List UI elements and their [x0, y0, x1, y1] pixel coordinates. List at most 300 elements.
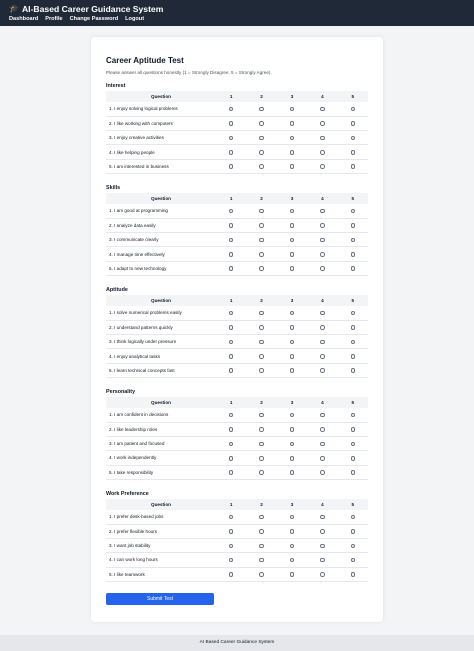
- radio-cell: [246, 335, 276, 349]
- question-table: [106, 193, 368, 276]
- rating-radio[interactable]: [320, 368, 325, 373]
- radio-cell: [338, 553, 368, 567]
- radio-cell: [307, 306, 337, 320]
- rating-radio[interactable]: [229, 558, 234, 563]
- radio-cell: [307, 159, 337, 173]
- radio-cell: [307, 465, 337, 479]
- rating-radio[interactable]: [290, 529, 295, 534]
- radio-cell: [277, 145, 307, 159]
- radio-cell: [216, 539, 246, 553]
- rating-radio[interactable]: [351, 529, 356, 534]
- radio-cell: [338, 363, 368, 377]
- rating-radio[interactable]: [259, 121, 264, 126]
- table-row: [106, 422, 368, 436]
- rating-radio[interactable]: [290, 164, 295, 169]
- radio-cell: [216, 349, 246, 363]
- rating-radio[interactable]: [290, 209, 295, 214]
- question-column-header: Question: [106, 499, 216, 510]
- rating-radio[interactable]: [320, 252, 325, 257]
- radio-cell: [338, 320, 368, 334]
- radio-cell: [338, 524, 368, 538]
- nav-logout-link[interactable]: Logout: [125, 16, 145, 22]
- table-row: [106, 363, 368, 377]
- table-header-row: [106, 499, 368, 510]
- rating-radio[interactable]: [290, 266, 295, 271]
- radio-cell: [277, 261, 307, 275]
- question-text: 5. I learn technical concepts fast: [106, 363, 216, 377]
- radio-cell: [338, 437, 368, 451]
- radio-cell: [216, 247, 246, 261]
- rating-radio[interactable]: [229, 354, 234, 359]
- rating-radio[interactable]: [259, 325, 264, 330]
- rating-radio[interactable]: [229, 515, 234, 520]
- rating-radio[interactable]: [351, 470, 356, 475]
- radio-cell: [216, 335, 246, 349]
- radio-cell: [338, 131, 368, 145]
- radio-cell: [246, 131, 276, 145]
- radio-cell: [338, 510, 368, 524]
- scale-column-header: 5: [338, 397, 368, 408]
- rating-radio[interactable]: [320, 427, 325, 432]
- rating-radio[interactable]: [229, 544, 234, 549]
- rating-radio[interactable]: [351, 107, 356, 112]
- rating-radio[interactable]: [320, 470, 325, 475]
- radio-cell: [338, 218, 368, 232]
- radio-cell: [246, 261, 276, 275]
- radio-cell: [246, 306, 276, 320]
- rating-radio[interactable]: [259, 515, 264, 520]
- rating-radio[interactable]: [290, 136, 295, 141]
- radio-cell: [277, 363, 307, 377]
- rating-radio[interactable]: [320, 107, 325, 112]
- scale-column-header: 1: [216, 397, 246, 408]
- scale-column-header: 4: [307, 91, 337, 102]
- table-row: [106, 102, 368, 116]
- radio-cell: [246, 465, 276, 479]
- rating-radio[interactable]: [290, 470, 295, 475]
- rating-radio[interactable]: [259, 456, 264, 461]
- question-text: 3. I want job stability: [106, 539, 216, 553]
- rating-radio[interactable]: [351, 311, 356, 316]
- radio-cell: [216, 567, 246, 581]
- rating-radio[interactable]: [320, 442, 325, 447]
- rating-radio[interactable]: [351, 515, 356, 520]
- question-text: 1. I am confident in decisions: [106, 408, 216, 422]
- radio-cell: [246, 102, 276, 116]
- rating-radio[interactable]: [229, 572, 234, 577]
- radio-cell: [307, 363, 337, 377]
- rating-radio[interactable]: [229, 223, 234, 228]
- radio-cell: [307, 320, 337, 334]
- radio-cell: [338, 349, 368, 363]
- rating-radio[interactable]: [259, 238, 264, 243]
- rating-radio[interactable]: [351, 558, 356, 563]
- radio-cell: [277, 306, 307, 320]
- scale-column-header: 3: [277, 295, 307, 306]
- rating-radio[interactable]: [320, 544, 325, 549]
- radio-cell: [307, 145, 337, 159]
- radio-cell: [277, 567, 307, 581]
- rating-radio[interactable]: [290, 558, 295, 563]
- rating-radio[interactable]: [290, 238, 295, 243]
- rating-radio[interactable]: [320, 238, 325, 243]
- rating-radio[interactable]: [259, 164, 264, 169]
- radio-cell: [307, 261, 337, 275]
- scale-column-header: 2: [246, 91, 276, 102]
- app-title: AI-Based Career Guidance System: [21, 4, 164, 14]
- rating-radio[interactable]: [351, 136, 356, 141]
- rating-radio[interactable]: [320, 558, 325, 563]
- radio-cell: [246, 437, 276, 451]
- question-column-header: Question: [106, 295, 216, 306]
- section-aptitude: [106, 286, 368, 378]
- section-title: Aptitude: [106, 286, 128, 293]
- radio-cell: [277, 553, 307, 567]
- rating-radio[interactable]: [320, 515, 325, 520]
- rating-radio[interactable]: [229, 150, 234, 155]
- question-text: 4. I can work long hours: [106, 553, 216, 567]
- radio-cell: [277, 422, 307, 436]
- radio-cell: [307, 131, 337, 145]
- radio-cell: [338, 422, 368, 436]
- table-row: [106, 247, 368, 261]
- footer-text: AI Based Career Guidance System: [199, 640, 275, 645]
- radio-cell: [246, 553, 276, 567]
- scale-column-header: 2: [246, 499, 276, 510]
- rating-radio[interactable]: [229, 238, 234, 243]
- question-text: 3. I think logically under pressure: [106, 335, 216, 349]
- scale-column-header: 4: [307, 193, 337, 204]
- radio-cell: [307, 408, 337, 422]
- submit-test-button[interactable]: Submit Test: [106, 593, 214, 605]
- question-text: 5. I like teamwork: [106, 567, 216, 581]
- rating-radio[interactable]: [259, 311, 264, 316]
- question-text: 3. I communicate clearly: [106, 233, 216, 247]
- radio-cell: [246, 524, 276, 538]
- table-header-row: [106, 193, 368, 204]
- rating-radio[interactable]: [229, 325, 234, 330]
- section-title: Interest: [106, 83, 126, 89]
- radio-cell: [246, 116, 276, 130]
- rating-radio[interactable]: [290, 413, 295, 418]
- rating-radio[interactable]: [229, 470, 234, 475]
- rating-radio[interactable]: [229, 413, 234, 418]
- rating-radio[interactable]: [351, 456, 356, 461]
- radio-cell: [338, 204, 368, 218]
- rating-radio[interactable]: [351, 340, 356, 345]
- rating-radio[interactable]: [229, 121, 234, 126]
- rating-radio[interactable]: [320, 325, 325, 330]
- question-text: 3. I am patient and focused: [106, 437, 216, 451]
- rating-radio[interactable]: [320, 456, 325, 461]
- scale-column-header: 5: [338, 91, 368, 102]
- rating-radio[interactable]: [351, 544, 356, 549]
- radio-cell: [246, 204, 276, 218]
- radio-cell: [216, 524, 246, 538]
- rating-radio[interactable]: [290, 121, 295, 126]
- rating-radio[interactable]: [351, 164, 356, 169]
- rating-radio[interactable]: [259, 209, 264, 214]
- rating-radio[interactable]: [320, 121, 325, 126]
- section-personality: [106, 388, 368, 480]
- rating-radio[interactable]: [351, 413, 356, 418]
- test-title: Career Aptitude Test: [106, 56, 184, 65]
- rating-radio[interactable]: [351, 572, 356, 577]
- rating-radio[interactable]: [320, 164, 325, 169]
- radio-cell: [246, 363, 276, 377]
- rating-radio[interactable]: [259, 572, 264, 577]
- rating-radio[interactable]: [320, 529, 325, 534]
- question-text: 5. I take responsibility: [106, 465, 216, 479]
- rating-radio[interactable]: [259, 150, 264, 155]
- scale-column-header: 4: [307, 499, 337, 510]
- rating-radio[interactable]: [259, 413, 264, 418]
- rating-radio[interactable]: [290, 427, 295, 432]
- radio-cell: [277, 218, 307, 232]
- rating-radio[interactable]: [259, 544, 264, 549]
- rating-radio[interactable]: [351, 209, 356, 214]
- section-work-preference: [106, 490, 368, 582]
- question-text: 5. I adapt to new technology: [106, 261, 216, 275]
- question-text: 4. I manage time effectively: [106, 247, 216, 261]
- rating-radio[interactable]: [259, 136, 264, 141]
- rating-radio[interactable]: [351, 223, 356, 228]
- rating-radio[interactable]: [290, 311, 295, 316]
- brand[interactable]: [9, 4, 465, 14]
- rating-radio[interactable]: [320, 354, 325, 359]
- radio-cell: [216, 451, 246, 465]
- rating-radio[interactable]: [351, 325, 356, 330]
- rating-radio[interactable]: [290, 368, 295, 373]
- table-header-row: [106, 91, 368, 102]
- rating-radio[interactable]: [229, 529, 234, 534]
- radio-cell: [216, 510, 246, 524]
- radio-cell: [246, 510, 276, 524]
- radio-cell: [307, 422, 337, 436]
- rating-radio[interactable]: [259, 223, 264, 228]
- radio-cell: [246, 567, 276, 581]
- rating-radio[interactable]: [259, 252, 264, 257]
- question-sections: [106, 82, 368, 582]
- radio-cell: [307, 204, 337, 218]
- rating-radio[interactable]: [351, 252, 356, 257]
- table-row: [106, 510, 368, 524]
- rating-radio[interactable]: [320, 209, 325, 214]
- table-row: [106, 349, 368, 363]
- section-interest: [106, 82, 368, 174]
- rating-radio[interactable]: [320, 311, 325, 316]
- test-instructions: Please answer all questions honestly (1 = Strongly Disagree, 5 = Strongly Agree).: [106, 70, 272, 75]
- radio-cell: [307, 437, 337, 451]
- table-row: [106, 218, 368, 232]
- question-text: 2. I analyze data easily: [106, 218, 216, 232]
- rating-radio[interactable]: [320, 150, 325, 155]
- radio-cell: [338, 247, 368, 261]
- radio-cell: [246, 320, 276, 334]
- radio-cell: [216, 102, 246, 116]
- rating-radio[interactable]: [229, 311, 234, 316]
- radio-cell: [216, 233, 246, 247]
- rating-radio[interactable]: [259, 266, 264, 271]
- rating-radio[interactable]: [229, 456, 234, 461]
- question-table: [106, 397, 368, 480]
- radio-cell: [338, 159, 368, 173]
- rating-radio[interactable]: [290, 107, 295, 112]
- radio-cell: [216, 408, 246, 422]
- rating-radio[interactable]: [259, 442, 264, 447]
- rating-radio[interactable]: [259, 470, 264, 475]
- radio-cell: [246, 422, 276, 436]
- radio-cell: [338, 465, 368, 479]
- radio-cell: [277, 408, 307, 422]
- graduation-cap-icon: 🎓: [9, 4, 19, 13]
- rating-radio[interactable]: [229, 442, 234, 447]
- question-table: [106, 91, 368, 174]
- radio-cell: [246, 349, 276, 363]
- rating-radio[interactable]: [290, 325, 295, 330]
- rating-radio[interactable]: [320, 413, 325, 418]
- radio-cell: [246, 451, 276, 465]
- table-row: [106, 261, 368, 275]
- rating-radio[interactable]: [351, 150, 356, 155]
- radio-cell: [216, 159, 246, 173]
- rating-radio[interactable]: [229, 107, 234, 112]
- rating-radio[interactable]: [229, 209, 234, 214]
- question-text: 1. I enjoy solving logical problems: [106, 102, 216, 116]
- radio-cell: [246, 218, 276, 232]
- rating-radio[interactable]: [320, 266, 325, 271]
- radio-cell: [277, 247, 307, 261]
- radio-cell: [246, 145, 276, 159]
- radio-cell: [277, 204, 307, 218]
- rating-radio[interactable]: [351, 442, 356, 447]
- rating-radio[interactable]: [320, 340, 325, 345]
- radio-cell: [277, 131, 307, 145]
- radio-cell: [307, 553, 337, 567]
- table-row: [106, 131, 368, 145]
- rating-radio[interactable]: [229, 266, 234, 271]
- rating-radio[interactable]: [229, 164, 234, 169]
- rating-radio[interactable]: [290, 340, 295, 345]
- radio-cell: [338, 567, 368, 581]
- table-row: [106, 306, 368, 320]
- rating-radio[interactable]: [351, 121, 356, 126]
- radio-cell: [277, 233, 307, 247]
- nav-change-password-link[interactable]: Change Password: [69, 16, 119, 22]
- scale-column-header: 3: [277, 499, 307, 510]
- radio-cell: [307, 102, 337, 116]
- rating-radio[interactable]: [259, 107, 264, 112]
- radio-cell: [246, 539, 276, 553]
- radio-cell: [277, 524, 307, 538]
- rating-radio[interactable]: [259, 558, 264, 563]
- radio-cell: [338, 116, 368, 130]
- rating-radio[interactable]: [320, 136, 325, 141]
- rating-radio[interactable]: [259, 340, 264, 345]
- radio-cell: [277, 349, 307, 363]
- radio-cell: [338, 102, 368, 116]
- table-row: [106, 539, 368, 553]
- rating-radio[interactable]: [259, 529, 264, 534]
- rating-radio[interactable]: [290, 544, 295, 549]
- rating-radio[interactable]: [229, 252, 234, 257]
- radio-cell: [216, 422, 246, 436]
- rating-radio[interactable]: [290, 223, 295, 228]
- question-text: 2. I like leadership roles: [106, 422, 216, 436]
- radio-cell: [277, 102, 307, 116]
- radio-cell: [277, 451, 307, 465]
- radio-cell: [277, 510, 307, 524]
- radio-cell: [216, 145, 246, 159]
- rating-radio[interactable]: [320, 572, 325, 577]
- question-text: 1. I prefer desk-based jobs: [106, 510, 216, 524]
- rating-radio[interactable]: [351, 266, 356, 271]
- rating-radio[interactable]: [229, 427, 234, 432]
- rating-radio[interactable]: [259, 427, 264, 432]
- radio-cell: [277, 539, 307, 553]
- radio-cell: [216, 131, 246, 145]
- rating-radio[interactable]: [351, 427, 356, 432]
- rating-radio[interactable]: [290, 456, 295, 461]
- top-navbar: [0, 0, 474, 26]
- scale-column-header: 1: [216, 295, 246, 306]
- rating-radio[interactable]: [290, 252, 295, 257]
- nav-dashboard-link[interactable]: Dashboard: [9, 16, 39, 22]
- radio-cell: [307, 567, 337, 581]
- rating-radio[interactable]: [351, 368, 356, 373]
- radio-cell: [307, 218, 337, 232]
- rating-radio[interactable]: [229, 136, 234, 141]
- question-text: 1. I am good at programming: [106, 204, 216, 218]
- section-title: Skills: [106, 184, 121, 191]
- rating-radio[interactable]: [290, 515, 295, 520]
- rating-radio[interactable]: [229, 368, 234, 373]
- table-row: [106, 145, 368, 159]
- rating-radio[interactable]: [290, 572, 295, 577]
- table-row: [106, 465, 368, 479]
- footer: [0, 635, 474, 651]
- nav-profile-link[interactable]: Profile: [45, 16, 63, 22]
- question-text: 4. I work independently: [106, 451, 216, 465]
- scale-column-header: 4: [307, 295, 337, 306]
- radio-cell: [307, 247, 337, 261]
- question-table: [106, 295, 368, 378]
- question-text: 5. I am interested in business: [106, 159, 216, 173]
- rating-radio[interactable]: [259, 354, 264, 359]
- rating-radio[interactable]: [290, 150, 295, 155]
- radio-cell: [338, 306, 368, 320]
- rating-radio[interactable]: [351, 354, 356, 359]
- rating-radio[interactable]: [320, 223, 325, 228]
- rating-radio[interactable]: [290, 442, 295, 447]
- rating-radio[interactable]: [290, 354, 295, 359]
- rating-radio[interactable]: [351, 238, 356, 243]
- table-row: [106, 233, 368, 247]
- radio-cell: [338, 261, 368, 275]
- question-text: 3. I enjoy creative activities: [106, 131, 216, 145]
- scale-column-header: 1: [216, 499, 246, 510]
- scale-column-header: 3: [277, 397, 307, 408]
- rating-radio[interactable]: [229, 340, 234, 345]
- test-card: [91, 37, 383, 622]
- radio-cell: [246, 247, 276, 261]
- rating-radio[interactable]: [259, 368, 264, 373]
- radio-cell: [216, 204, 246, 218]
- radio-cell: [277, 335, 307, 349]
- question-text: 2. I like working with computers: [106, 116, 216, 130]
- table-row: [106, 408, 368, 422]
- scale-column-header: 2: [246, 193, 276, 204]
